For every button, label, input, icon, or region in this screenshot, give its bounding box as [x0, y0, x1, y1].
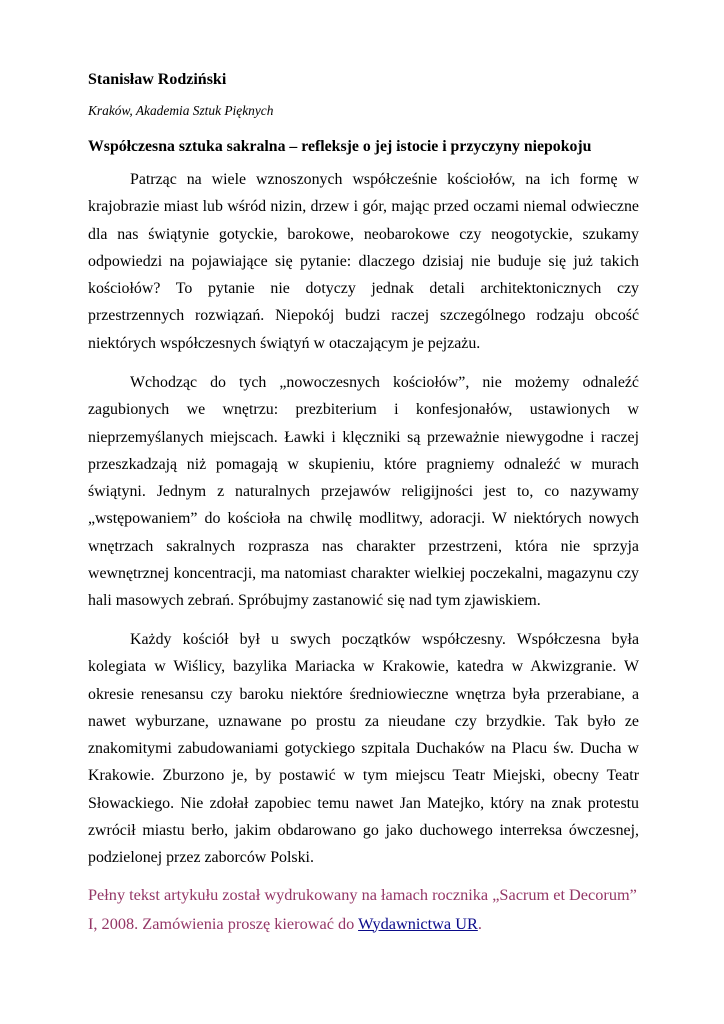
author-name: Stanisław Rodziński	[88, 71, 227, 88]
author-affiliation: Kraków, Akademia Sztuk Pięknych	[88, 103, 274, 118]
publication-note-text: Pełny tekst artykułu został wydrukowany na łamach rocznika „Sacrum et Decorum” I, 2008. Zamówienia proszę kierować do	[88, 885, 637, 933]
publication-note	[88, 881, 639, 938]
publisher-link[interactable]: Wydawnictwa UR	[358, 913, 478, 933]
article-title: Współczesna sztuka sakralna – refleksje o jej istocie i przyczyny niepokoju	[88, 138, 592, 155]
body-paragraph: Wchodząc do tych „nowoczesnych kościołów”, nie możemy odnaleźć zagubionych we wnętrzu: prezbiterium i konfesjonałów, ustawionych w nieprzemyślanych miejscach. Ławki i klęczniki są przeważnie niewygodne i raczej przeszkadzają niż pomagają w skupieniu, które pragniemy odnaleźć w murach świątyni. Jednym z naturalnych przejawów religijności jest to, co nazywamy „wstępowaniem” do kościoła na chwilę modlitwy, adoracji. W niektórych nowych wnętrzach sakralnych rozprasza nas charakter przestrzeni, która nie sprzyja wewnętrznej koncentracji, ma natomiast charakter wielkiej poczekalni, magazynu czy hali masowych zebrań. Spróbujmy zastanowić się nad tym zjawiskiem.	[88, 374, 639, 609]
body-paragraph: Każdy kościół był u swych początków współczesny. Współczesna była kolegiata w Wiślicy, bazylika Mariacka w Krakowie, katedra w Akwizgranie. W okresie renesansu czy baroku niektóre średniowieczne wnętrza była przerabiane, a nawet wyburzane, uznawane po prostu za nieudane czy brzydkie. Tak było ze znakomitymi zabudowaniami gotyckiego szpitala Duchaków na Placu św. Ducha w Krakowie. Zburzono je, by postawić w tym miejscu Teatr Miejski, obecny Teatr Słowackiego. Nie zdołał zapobiec temu nawet Jan Matejko, który na znak protestu zwrócił miastu berło, jakim obdarowano go jako duchowego interreksa ówczesnej, podzielonej przez zaborców Polski.	[88, 631, 639, 866]
publication-note-end: .	[477, 913, 482, 933]
body-paragraph: Patrząc na wiele wznoszonych współcześnie kościołów, na ich formę w krajobrazie miast lub wśród nizin, drzew i gór, mając przed oczami niemal odwieczne dla nas świątynie gotyckie, barokowe, neobarokowe czy neogotyckie, szukamy odpowiedzi na pojawiające się pytanie: dlaczego dzisiaj nie buduje się już takich kościołów? To pytanie nie dotyczy jednak detali architektonicznych czy przestrzennych rozwiązań. Niepokój budzi raczej szczególnego rodzaju obcość niektórych współczesnych świątyń w otaczającym je pejzażu.	[88, 171, 639, 352]
